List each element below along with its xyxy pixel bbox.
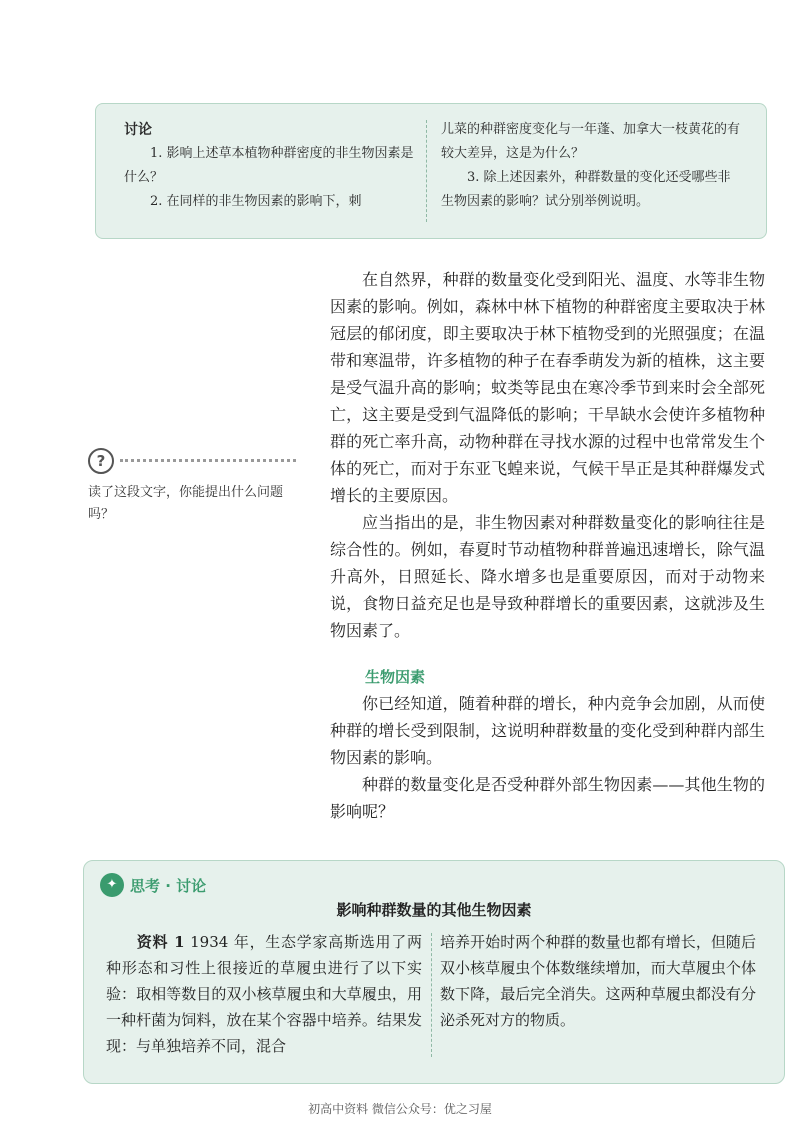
think-discuss-label: 思考 · 讨论 — [130, 877, 207, 895]
paragraph-intraspecific: 你已经知道，随着种群的增长，种内竞争会加剧，从而使种群的增长受到限制，这说明种群数量的变化受到种群内部生物因素的影响。 — [330, 694, 765, 767]
paragraph-external-question: 种群的数量变化是否受种群外部生物因素——其他生物的影响呢？ — [330, 775, 765, 821]
material-text-left: 1934 年，生态学家高斯选用了两种形态和习性上很接近的草履虫进行了以下实验：取相等数目的双小核草履虫和大草履虫，用一种杆菌为饲料，放在某个容器中培养。结果发现：与单独培养不同，混合 — [106, 933, 422, 1055]
material-label: 资料 1 — [136, 933, 185, 951]
material-right-column — [440, 929, 756, 1033]
discussion-title: 讨论 — [124, 122, 152, 138]
question-2-part-1: 2. 在同样的非生物因素的影响下，刺 — [150, 194, 362, 209]
section-heading-biotic: 生物因素 — [365, 668, 426, 686]
question-3: 3. 除上述因素外，种群数量的变化还受哪些非生物因素的影响？试分别举例说明。 — [441, 170, 731, 209]
question-1: 1. 影响上述草本植物种群密度的非生物因素是什么？ — [124, 146, 414, 185]
think-discuss-title: 影响种群数量的其他生物因素 — [336, 901, 532, 919]
discussion-left-column — [124, 118, 424, 214]
note-text: 读了这段文字，你能提出什么问题吗？ — [88, 485, 284, 522]
paragraph-abiotic-factors: 在自然界，种群的数量变化受到阳光、温度、水等非生物因素的影响。例如，森林中林下植物的种群密度主要取决于林冠层的郁闭度，即主要取决于林下植物受到的光照强度；在温带和寒温带，许多植物的种子在春季萌发为新的植株，这主要是受气温升高的影响；蚊类等昆虫在寒冷季节到来时会全部死亡，这主要是受到气温降低的影响；干旱缺水会使许多植物种群的死亡率升高，动物种群在寻找水源的过程中也常常发生个体的死亡，而对于东亚飞蝗来说，气候干旱正是其种群爆发式增长的主要原因。 — [330, 270, 765, 505]
main-text-block-3 — [330, 690, 765, 825]
question-2-part-2: 儿菜的种群密度变化与一年蓬、加拿大一枝黄花的有较大差异，这是为什么？ — [441, 122, 741, 161]
discussion-right-column — [441, 118, 741, 214]
lightbulb-icon: ✦ — [100, 873, 124, 897]
main-text-block-2 — [330, 509, 765, 644]
think-discuss-box — [83, 860, 785, 1084]
material-left-column — [106, 929, 422, 1059]
question-icon: ? — [88, 448, 114, 474]
column-divider — [426, 120, 427, 222]
page-footer: 初高中资料 微信公众号：优之习屋 — [308, 1102, 492, 1116]
main-text-block-1 — [330, 266, 765, 509]
column-divider — [431, 933, 432, 1057]
paragraph-combined-effect: 应当指出的是，非生物因素对种群数量变化的影响往往是综合性的。例如，春夏时节动植物种群普遍迅速增长，除气温升高外，日照延长、降水增多也是重要原因，而对于动物来说，食物日益充足也是导致种群增长的重要因素，这就涉及生物因素了。 — [330, 513, 765, 640]
note-dotted-line — [120, 459, 296, 462]
material-text-right: 培养开始时两个种群的数量也都有增长，但随后双小核草履虫个体数继续增加，而大草履虫个体数下降，最后完全消失。这两种草履虫都没有分泌杀死对方的物质。 — [440, 933, 756, 1029]
discussion-box — [95, 103, 767, 239]
